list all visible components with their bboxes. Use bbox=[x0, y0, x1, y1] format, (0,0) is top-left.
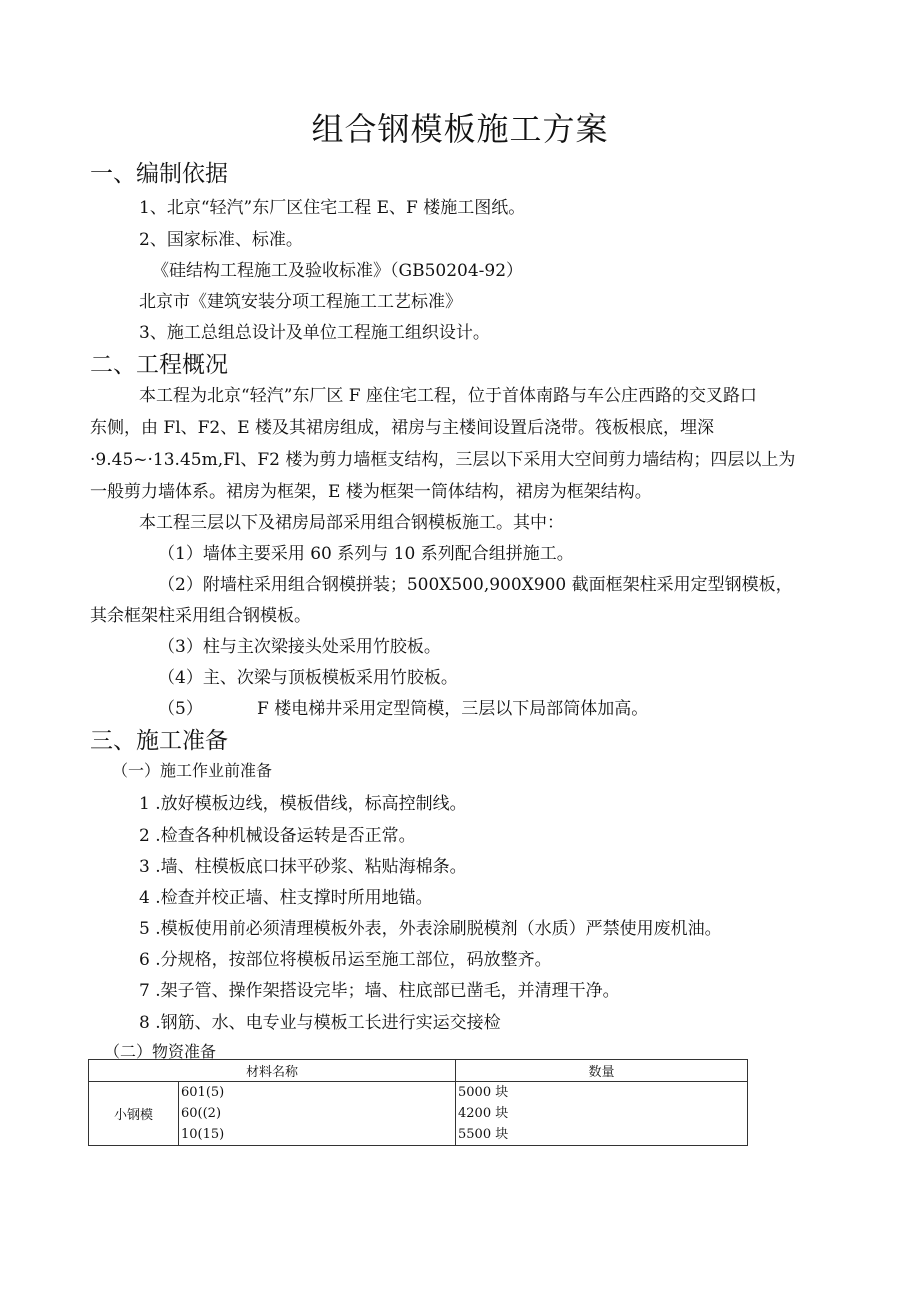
material-group-name: 小钢模 bbox=[89, 1082, 179, 1146]
basis-line-4: 北京市《建筑安装分项工程施工工艺标准》 bbox=[139, 292, 462, 312]
document-title: 组合钢模板施工方案 bbox=[311, 110, 609, 148]
basis-line-1: 1、北京“轻汽”东厂区住宅工程 E、F 楼施工图纸。 bbox=[139, 198, 526, 218]
overview-item-3: （3）柱与主次梁接头处采用竹胶板。 bbox=[158, 637, 441, 657]
quantity-item: 5500 块 bbox=[458, 1127, 509, 1142]
spec-item: 10(15) bbox=[181, 1127, 225, 1142]
overview-item-5-label: （5） bbox=[158, 699, 203, 719]
table-row bbox=[89, 1082, 748, 1146]
prep-step-2: 2 .检查各种机械设备运转是否正常。 bbox=[139, 826, 416, 846]
section-heading-overview: 二、工程概况 bbox=[90, 352, 228, 378]
material-quantities-cell bbox=[456, 1082, 748, 1146]
prep-step-5: 5 .模板使用前必须清理模板外表，外表涂刷脱模剂（水质）严禁使用废机油。 bbox=[139, 919, 722, 939]
prep-step-7: 7 .架子管、操作架搭设完毕；墙、柱底部已凿毛，并清理干净。 bbox=[139, 981, 620, 1001]
basis-line-3: 《硅结构工程施工及验收标准》（GB50204-92） bbox=[152, 261, 524, 281]
subheading-preparation-before-work: （一）施工作业前准备 bbox=[112, 761, 273, 780]
spec-item: 601(5) bbox=[181, 1085, 225, 1100]
spec-item: 60((2) bbox=[181, 1106, 222, 1121]
overview-line-4: 一般剪力墙体系。裙房为框架，E 楼为框架一筒体结构，裙房为框架结构。 bbox=[90, 482, 652, 502]
section-heading-basis: 一、编制依据 bbox=[90, 161, 228, 187]
prep-step-6: 6 .分规格，按部位将模板吊运至施工部位，码放整齐。 bbox=[139, 950, 552, 970]
overview-line-3: ·9.45~·13.45m,Fl、F2 楼为剪力墙框支结构，三层以下采用大空间剪力墙结构；四层以上为 bbox=[90, 450, 796, 470]
basis-line-5: 3、施工总组总设计及单位工程施工组织设计。 bbox=[139, 323, 490, 343]
overview-line-1: 本工程为北京“轻汽”东厂区 F 座住宅工程，位于首体南路与车公庄西路的交叉路口 bbox=[139, 386, 757, 406]
table-header-row bbox=[89, 1060, 748, 1082]
overview-line-5: 本工程三层以下及裙房局部采用组合钢模板施工。其中： bbox=[139, 513, 564, 533]
basis-line-2: 2、国家标准、标准。 bbox=[139, 230, 303, 250]
prep-step-8: 8 .钢筋、水、电专业与模板工长进行实运交接检 bbox=[139, 1013, 501, 1033]
prep-step-4: 4 .检查并校正墙、柱支撑时所用地锚。 bbox=[139, 888, 433, 908]
prep-step-1: 1 .放好模板边线，模板借线，标高控制线。 bbox=[139, 794, 467, 814]
materials-table bbox=[88, 1059, 748, 1146]
quantity-item: 5000 块 bbox=[458, 1085, 509, 1100]
prep-step-3: 3 .墙、柱模板底口抹平砂浆、粘贴海棉条。 bbox=[139, 857, 467, 877]
subheading-materials: （二）物资准备 bbox=[104, 1042, 217, 1061]
overview-item-2: （2）附墙柱采用组合钢模拼装；500X500,900X900 截面框架柱采用定型钢模板， bbox=[158, 575, 793, 595]
overview-item-5-text: F 楼电梯井采用定型筒模，三层以下局部筒体加高。 bbox=[257, 699, 649, 719]
header-material-name: 材料名称 bbox=[89, 1060, 456, 1082]
header-quantity: 数量 bbox=[456, 1060, 748, 1082]
overview-item-2-cont: 其余框架柱采用组合钢模板。 bbox=[90, 606, 311, 626]
material-specs-cell bbox=[179, 1082, 456, 1146]
quantity-item: 4200 块 bbox=[458, 1106, 509, 1121]
overview-item-1: （1）墙体主要采用 60 系列与 10 系列配合组拼施工。 bbox=[158, 544, 574, 564]
overview-item-4: （4）主、次梁与顶板模板采用竹胶板。 bbox=[158, 668, 458, 688]
overview-line-2: 东侧，由 Fl、F2、E 楼及其裙房组成，裙房与主楼间设置后浇带。筏板根底，埋深 bbox=[90, 418, 715, 438]
section-heading-preparation: 三、施工准备 bbox=[90, 728, 228, 754]
